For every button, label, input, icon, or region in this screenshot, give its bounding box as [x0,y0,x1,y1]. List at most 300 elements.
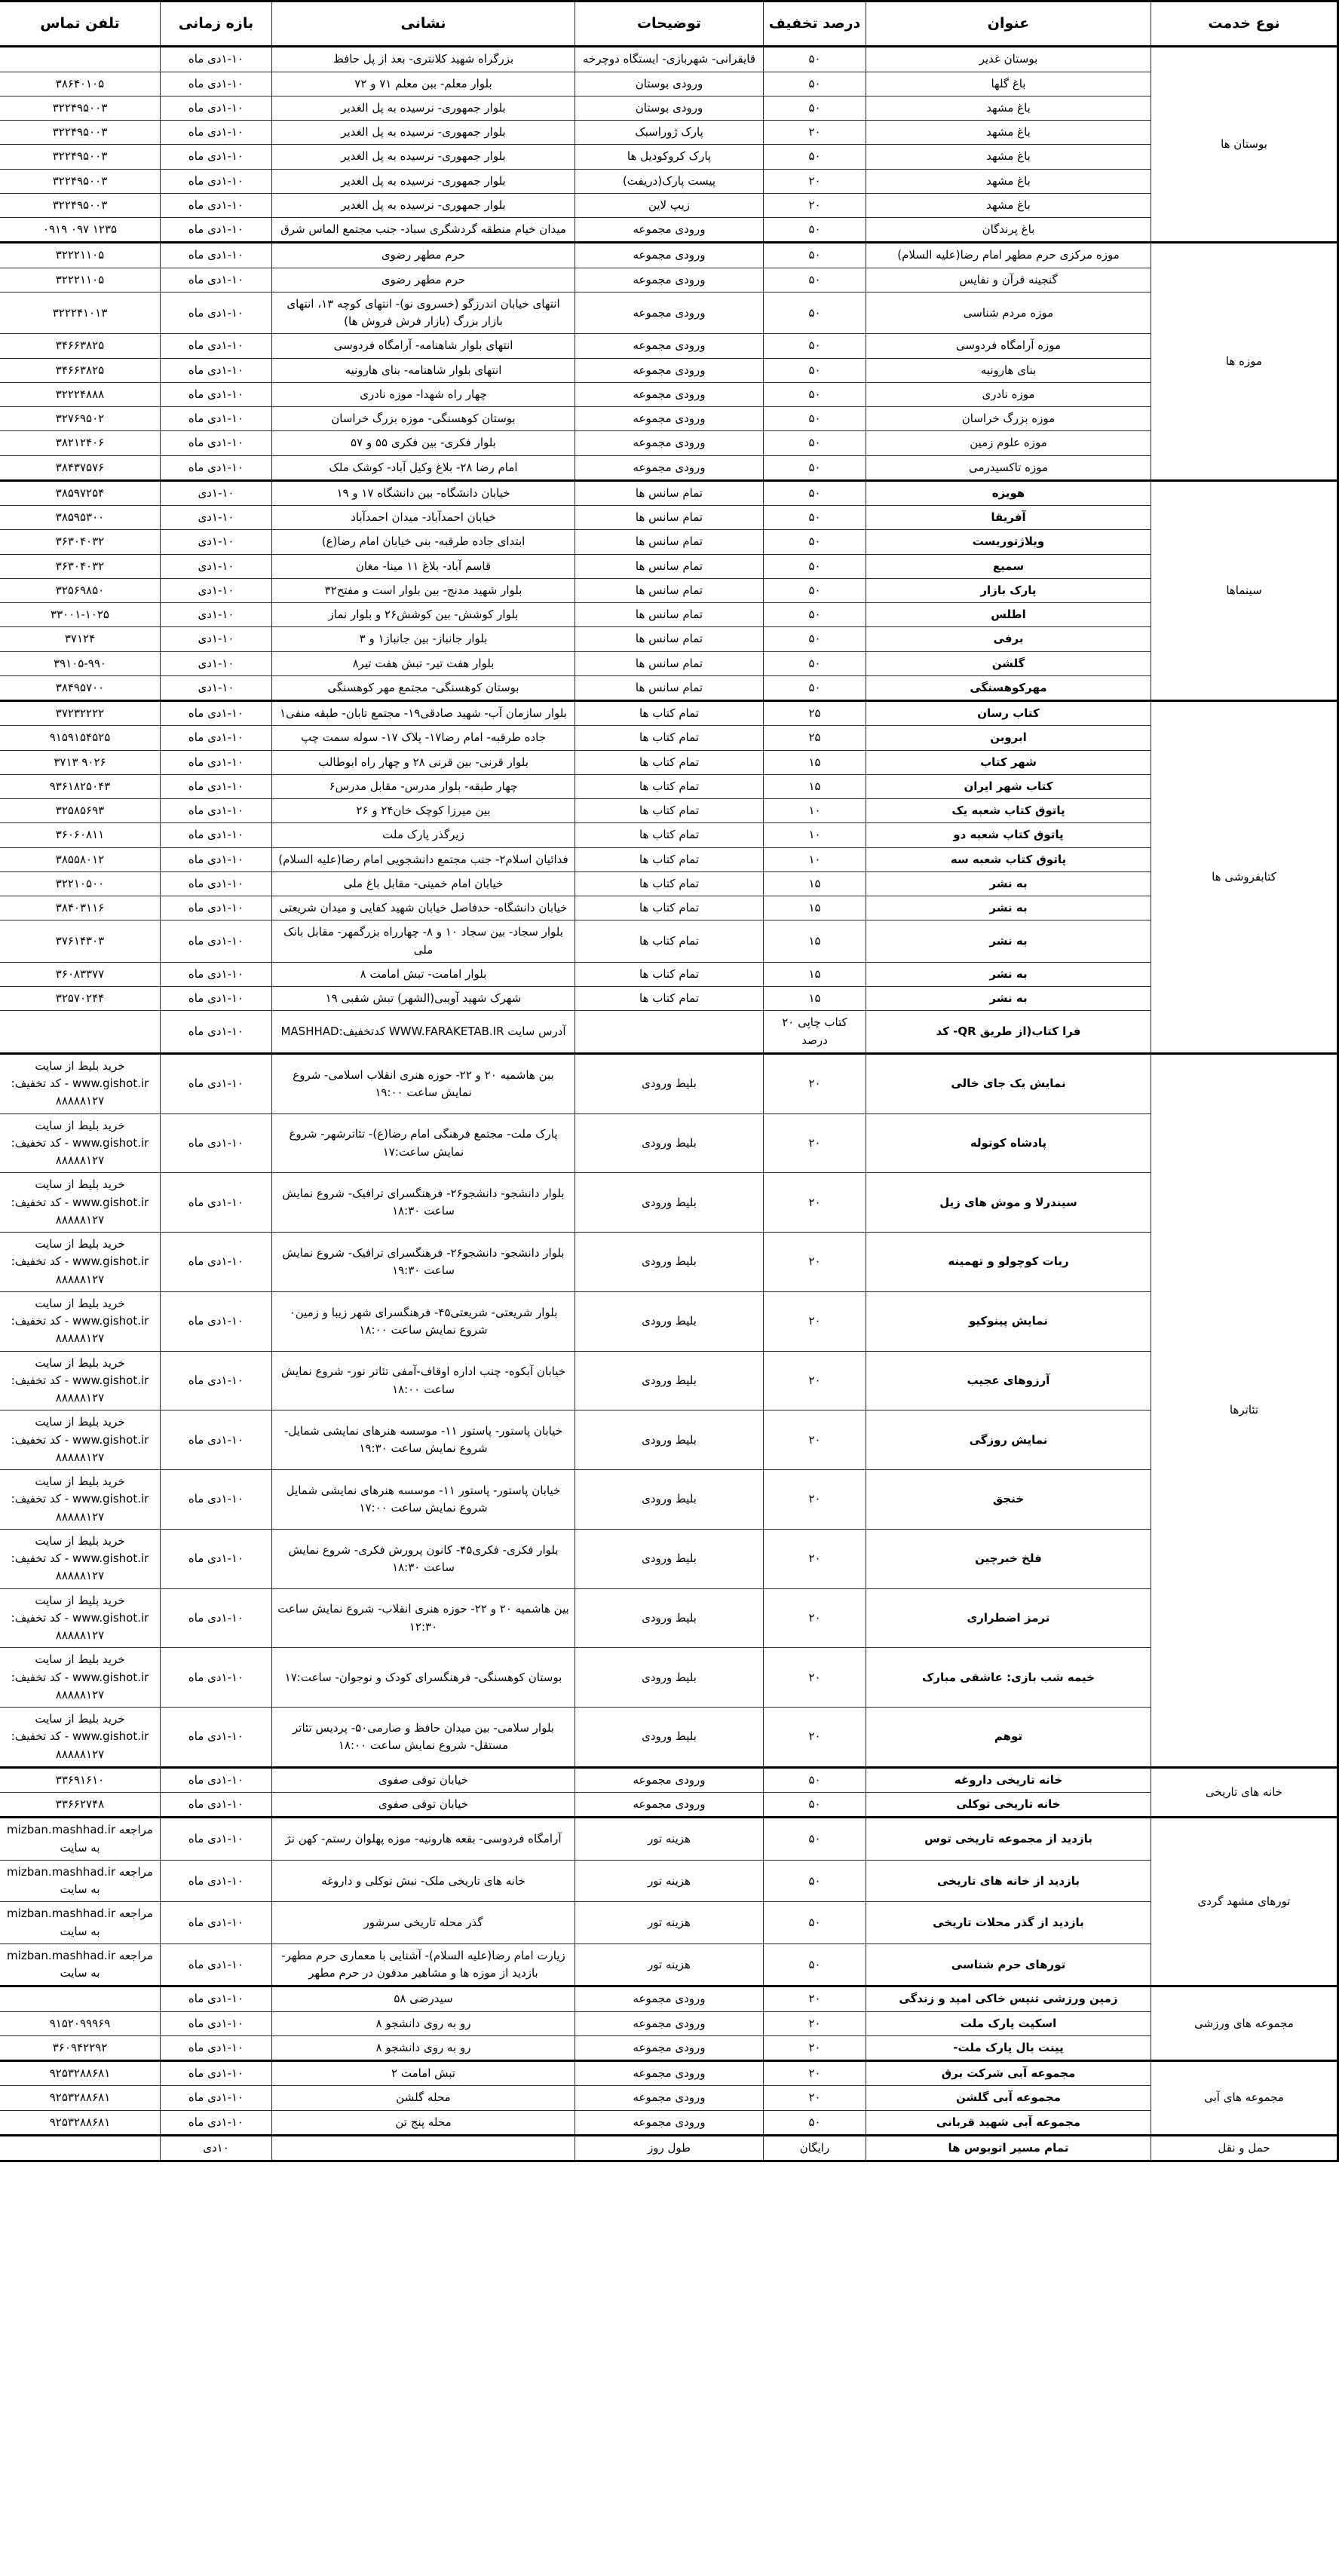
row-description-cell: بلیط ورودی [575,1291,764,1351]
row-discount-cell: ۵۰ [764,382,866,406]
row-period-cell: ۱-۱۰دی ماه [161,47,272,72]
table-row [0,987,1338,1011]
row-discount-cell: کتاب چاپی ۲۰ درصد [764,1011,866,1054]
row-phone-cell: mizban.mashhad.ir مراجعه به سایت [0,1860,161,1902]
row-period-cell: ۱-۱۰دی ماه [161,1351,272,1411]
row-discount-cell: ۵۰ [764,627,866,651]
table-row [0,2086,1338,2110]
service-category-cell: خانه های تاریخی [1151,1767,1338,1818]
row-address-cell: بلوار جمهوری- نرسیده به پل الغدیر [272,121,575,145]
table-row [0,1860,1338,1902]
row-title-cell: فرا کتاب(از طریق QR- کد [866,1011,1151,1054]
row-address-cell: رو به روی دانشجو ۸ [272,2035,575,2060]
row-discount-cell: ۲۰ [764,2086,866,2110]
row-address-cell: بلوار امامت- تبش امامت ۸ [272,962,575,986]
row-discount-cell: ۱۵ [764,896,866,920]
row-address-cell: خیابان دانشگاه- بین دانشگاه ۱۷ و ۱۹ [272,480,575,505]
row-period-cell: ۱-۱۰دی ماه [161,358,272,382]
table-row [0,603,1338,627]
row-description-cell: تمام کتاب ها [575,774,764,798]
row-description-cell: ورودی مجموعه [575,2035,764,2060]
table-row [0,431,1338,455]
table-row [0,169,1338,193]
service-category-cell: مجموعه های ورزشی [1151,1986,1338,2061]
row-address-cell: بین هاشمیه ۲۰ و ۲۲- حوزه هنری انقلاب- شروع نمایش ساعت ۱۲:۳۰ [272,1588,575,1648]
row-phone-cell: خرید بلیط از سایت www.gishot.ir - کد تخفیف: ۸۸۸۸۸۱۲۷ [0,1708,161,1768]
row-phone-cell: خرید بلیط از سایت www.gishot.ir - کد تخفیف: ۸۸۸۸۸۱۲۷ [0,1233,161,1292]
row-phone-cell: ۳۲۲۴۹۵۰۰۳ [0,121,161,145]
row-description-cell: تمام کتاب ها [575,823,764,847]
row-phone-cell: ۳۲۵۶۹۸۵۰ [0,578,161,602]
row-address-cell: بلوار سجاد- بین سجاد ۱۰ و ۸- چهارراه بزرگمهر- مقابل بانک ملی [272,920,575,963]
row-discount-cell: ۵۰ [764,72,866,96]
row-description-cell: بلیط ورودی [575,1648,764,1708]
row-phone-cell: خرید بلیط از سایت www.gishot.ir - کد تخفیف: ۸۸۸۸۸۱۲۷ [0,1529,161,1588]
row-period-cell: ۱-۱۰دی [161,603,272,627]
row-title-cell: به نشر [866,920,1151,963]
row-phone-cell: mizban.mashhad.ir مراجعه به سایت [0,1943,161,1986]
row-discount-cell: ۵۰ [764,1860,866,1902]
row-description-cell: هزینه تور [575,1902,764,1944]
row-discount-cell: ۵۰ [764,1767,866,1792]
row-description-cell: تمام سانس ها [575,480,764,505]
row-description-cell: بلیط ورودی [575,1173,764,1233]
table-row [0,243,1338,268]
row-discount-cell: ۵۰ [764,292,866,334]
row-discount-cell: ۲۰ [764,1113,866,1173]
row-address-cell: خیابان توفی صفوی [272,1793,575,1818]
row-period-cell: ۱-۱۰دی ماه [161,896,272,920]
row-discount-cell: ۲۰ [764,121,866,145]
row-title-cell: بنای هارونیه [866,358,1151,382]
table-row [0,1986,1338,2011]
row-address-cell: بلوار جمهوری- نرسیده به پل الغدیر [272,169,575,193]
row-phone-cell: ۳۶۰۹۴۲۲۹۲ [0,2035,161,2060]
row-address-cell: بین میرزا کوچک خان۲۴ و ۲۶ [272,799,575,823]
row-phone-cell: ۳۲۲۲۴۸۸۸ [0,382,161,406]
row-address-cell: بلوار دانشجو- دانشجو۲۶- فرهنگسرای ترافیک- شروع نمایش ساعت ۱۹:۳۰ [272,1233,575,1292]
row-description-cell: تمام کتاب ها [575,726,764,750]
row-discount-cell: ۲۰ [764,193,866,217]
table-row [0,334,1338,358]
row-period-cell: ۱-۱۰دی [161,506,272,530]
row-description-cell: تمام کتاب ها [575,847,764,871]
row-phone-cell: ۳۲۲۲۱۱۰۵ [0,268,161,292]
row-discount-cell: ۲۰ [764,1986,866,2011]
row-title-cell: خیمه شب بازی: عاشقی مبارک [866,1648,1151,1708]
service-category-cell: حمل و نقل [1151,2135,1338,2161]
row-period-cell: ۱-۱۰دی ماه [161,1943,272,1986]
row-address-cell: بلوار دانشجو- دانشجو۲۶- فرهنگسرای ترافیک- شروع نمایش ساعت ۱۸:۳۰ [272,1173,575,1233]
row-period-cell: ۱-۱۰دی ماه [161,2086,272,2110]
row-phone-cell: ۳۹۱۰۵-۹۹۰ [0,651,161,675]
row-phone-cell: ۳۲۲۴۹۵۰۰۳ [0,145,161,169]
row-title-cell: زمین ورزشی تنیس خاکی امید و زندگی [866,1986,1151,2011]
row-description-cell: ورودی مجموعه [575,1986,764,2011]
row-phone-cell: ۳۲۲۱۰۵۰۰ [0,871,161,896]
row-discount-cell: ۵۰ [764,651,866,675]
row-description-cell: هزینه تور [575,1818,764,1861]
row-title-cell: موزه تاکسیدرمی [866,455,1151,480]
table-row [0,651,1338,675]
table-row [0,1011,1338,1054]
row-title-cell: تورهای حرم شناسی [866,1943,1151,1986]
row-discount-cell: ۲۰ [764,1588,866,1648]
row-address-cell: ابتدای جاده طرقبه- بنی خیابان امام رضا(ع) [272,530,575,554]
service-category-cell: بوستان ها [1151,47,1338,243]
row-description-cell: ورودی بوستان [575,96,764,120]
row-address-cell: زیرگذر پارک ملت [272,823,575,847]
row-description-cell: ورودی مجموعه [575,1767,764,1792]
service-category-cell: تورهای مشهد گردی [1151,1818,1338,1986]
row-title-cell: پارک بازار [866,578,1151,602]
row-phone-cell: ۹۲۵۳۲۸۸۶۸۱ [0,2086,161,2110]
row-description-cell: تمام کتاب ها [575,871,764,896]
table-row [0,774,1338,798]
row-title-cell: بازدید از مجموعه تاریخی توس [866,1818,1151,1861]
row-description-cell: تمام کتاب ها [575,987,764,1011]
row-discount-cell: ۱۵ [764,920,866,963]
row-period-cell: ۱-۱۰دی ماه [161,1708,272,1768]
row-address-cell: خیابان پاستور- پاستور ۱۱- موسسه هنرهای نمایشی شمایل- شروع نمایش ساعت ۱۹:۳۰ [272,1411,575,1470]
table-row [0,382,1338,406]
row-description-cell: ورودی مجموعه [575,382,764,406]
table-row [0,407,1338,431]
row-description-cell: بلیط ورودی [575,1470,764,1530]
row-phone-cell: ۳۶۰۸۳۳۷۷ [0,962,161,986]
row-address-cell: پارک ملت- مجتمع فرهنگی امام رضا(ع)- تئاترشهر- شروع نمایش ساعت:۱۷ [272,1113,575,1173]
table-row [0,726,1338,750]
row-discount-cell: ۵۰ [764,1902,866,1944]
table-row [0,750,1338,774]
row-title-cell: پاتوق کتاب شعبه یک [866,799,1151,823]
row-phone-cell: ۳۶۳۰۴۰۳۲ [0,530,161,554]
row-title-cell: موزه بزرگ خراسان [866,407,1151,431]
row-description-cell: بلیط ورودی [575,1708,764,1768]
row-description-cell: تمام کتاب ها [575,896,764,920]
table-row [0,962,1338,986]
row-period-cell: ۱-۱۰دی ماه [161,121,272,145]
row-address-cell: بوستان کوهسنگی- موزه بزرگ خراسان [272,407,575,431]
table-row [0,96,1338,120]
row-discount-cell: ۲۰ [764,1529,866,1588]
row-description-cell: ورودی مجموعه [575,2061,764,2086]
table-row [0,506,1338,530]
row-description-cell: بلیط ورودی [575,1411,764,1470]
row-address-cell: امام رضا ۲۸- بلاغ وکیل آباد- کوشک ملک [272,455,575,480]
row-address-cell: بوستان کوهسنگی- مجتمع مهر کوهسنگی [272,675,575,700]
row-description-cell: تمام کتاب ها [575,920,764,963]
row-period-cell: ۱-۱۰دی ماه [161,1411,272,1470]
row-description-cell: هزینه تور [575,1860,764,1902]
row-period-cell: ۱-۱۰دی ماه [161,407,272,431]
row-discount-cell: ۲۰ [764,2061,866,2086]
row-phone-cell: ۳۲۲۲۱۱۰۵ [0,243,161,268]
row-title-cell: خانه تاریخی توکلی [866,1793,1151,1818]
table-row [0,1291,1338,1351]
row-period-cell: ۱-۱۰دی ماه [161,431,272,455]
row-description-cell: قایقرانی- شهربازی- ایستگاه دوچرخه [575,47,764,72]
row-title-cell: باغ گلها [866,72,1151,96]
row-phone-cell: خرید بلیط از سایت www.gishot.ir - کد تخفیف: ۸۸۸۸۸۱۲۷ [0,1411,161,1470]
row-phone-cell: ۳۸۶۴۰۱۰۵ [0,72,161,96]
row-address-cell: ببن هاشمیه ۲۰ و ۲۲- حوزه هنری انقلاب اسلامی- شروع نمایش ساعت ۱۹:۰۰ [272,1053,575,1113]
row-title-cell: موزه نادری [866,382,1151,406]
column-header-period: بازه زمانی [161,2,272,47]
row-discount-cell: ۲۰ [764,1053,866,1113]
row-period-cell: ۱-۱۰دی ماه [161,292,272,334]
row-title-cell: پادشاه کوتوله [866,1113,1151,1173]
table-header-row [0,2,1338,47]
row-title-cell: کتاب شهر ایران [866,774,1151,798]
row-discount-cell: ۵۰ [764,1818,866,1861]
row-discount-cell: ۵۰ [764,145,866,169]
row-description-cell: ورودی مجموعه [575,2011,764,2035]
table-row [0,1767,1338,1792]
row-discount-cell: ۵۰ [764,243,866,268]
row-discount-cell: ۵۰ [764,96,866,120]
table-row [0,1648,1338,1708]
row-address-cell: زیارت امام رضا(علیه السلام)- آشنایی با معماری حرم مطهر- بازدید از موزه ها و مشاهیر مدفون در حرم مطهر [272,1943,575,1986]
row-address-cell: انتهای بلوار شاهنامه- آرامگاه فردوسی [272,334,575,358]
row-phone-cell: ۳۸۴۹۵۷۰۰ [0,675,161,700]
row-period-cell: ۱-۱۰دی ماه [161,799,272,823]
row-address-cell: خیابان آبکوه- چنب اداره اوقاف-آمفی تئاتر نور- شروع نمایش ساعت ۱۸:۰۰ [272,1351,575,1411]
row-discount-cell: ۱۵ [764,987,866,1011]
row-address-cell: محله گلشن [272,2086,575,2110]
column-header-phone: تلفن تماس [0,2,161,47]
row-title-cell: باغ مشهد [866,145,1151,169]
row-discount-cell: ۲۰ [764,2011,866,2035]
row-description-cell: تمام سانس ها [575,675,764,700]
row-title-cell: هویزه [866,480,1151,505]
row-phone-cell: ۳۳۰۰۱-۱۰۲۵ [0,603,161,627]
row-title-cell: پاتوق کتاب شعبه دو [866,823,1151,847]
row-description-cell: طول روز [575,2135,764,2161]
table-row [0,2035,1338,2060]
row-discount-cell: ۵۰ [764,218,866,243]
row-discount-cell: ۱۵ [764,750,866,774]
service-category-cell: سینماها [1151,480,1338,700]
row-address-cell: چهار طبقه- بلوار مدرس- مقابل مدرس۶ [272,774,575,798]
row-period-cell: ۱-۱۰دی ماه [161,920,272,963]
row-description-cell: بلیط ورودی [575,1113,764,1173]
row-discount-cell: ۵۰ [764,530,866,554]
row-period-cell: ۱-۱۰دی ماه [161,145,272,169]
row-description-cell: ورودی مجموعه [575,358,764,382]
row-period-cell: ۱-۱۰دی ماه [161,1588,272,1648]
row-title-cell: باغ مشهد [866,121,1151,145]
row-description-cell: ورودی مجموعه [575,243,764,268]
row-phone-cell: ۳۲۷۶۹۵۰۲ [0,407,161,431]
row-description-cell: تمام سانس ها [575,554,764,578]
row-phone-cell: ۳۲۲۴۹۵۰۰۳ [0,193,161,217]
row-address-cell: بلوار فکری- فکری۴۵- کانون پرورش فکری- شروع نمایش ساعت ۱۸:۳۰ [272,1529,575,1588]
row-period-cell: ۱-۱۰دی ماه [161,871,272,896]
table-row [0,268,1338,292]
row-title-cell: ویلاژتوریست [866,530,1151,554]
row-description-cell: تمام سانس ها [575,627,764,651]
row-period-cell: ۱۰دی [161,2135,272,2161]
row-description-cell: ورودی مجموعه [575,407,764,431]
row-address-cell: انتهای خیابان اندرزگو (خسروی نو)- انتهای کوچه ۱۳، انتهای بازار بزرگ (بازار فرش فروش ها) [272,292,575,334]
row-description-cell: هزینه تور [575,1943,764,1986]
row-address-cell: بلوار قرنی- بین قرنی ۲۸ و چهار راه ابوطالب [272,750,575,774]
row-description-cell: بلیط ورودی [575,1529,764,1588]
row-phone-cell: خرید بلیط از سایت www.gishot.ir - کد تخفیف: ۸۸۸۸۸۱۲۷ [0,1291,161,1351]
row-address-cell: بلوار جانباز- بین جانباز۱ و ۳ [272,627,575,651]
row-address-cell: بلوار جمهوری- نرسیده به پل الغدیر [272,96,575,120]
row-phone-cell: خرید بلیط از سایت www.gishot.ir - کد تخفیف: ۸۸۸۸۸۱۲۷ [0,1113,161,1173]
table-row [0,799,1338,823]
row-discount-cell: رایگان [764,2135,866,2161]
row-period-cell: ۱-۱۰دی ماه [161,1986,272,2011]
row-phone-cell [0,2135,161,2161]
row-title-cell: پینت بال پارک ملت- [866,2035,1151,2060]
table-row [0,455,1338,480]
row-description-cell: ورودی مجموعه [575,431,764,455]
row-description-cell: ورودی مجموعه [575,2086,764,2110]
row-address-cell: بلوار شریعتی- شریعتی۴۵- فرهنگسرای شهر زیبا و زمین۰ شروع نمایش ساعت ۱۸:۰۰ [272,1291,575,1351]
row-phone-cell: ۳۸۵۵۸۰۱۲ [0,847,161,871]
table-row [0,218,1338,243]
row-title-cell: توهم [866,1708,1151,1768]
table-row [0,1708,1338,1768]
row-description-cell: تمام کتاب ها [575,799,764,823]
service-category-cell: تئاترها [1151,1053,1338,1767]
row-phone-cell: خرید بلیط از سایت www.gishot.ir - کد تخفیف: ۸۸۸۸۸۱۲۷ [0,1588,161,1648]
row-period-cell: ۱-۱۰دی [161,675,272,700]
row-period-cell: ۱-۱۰دی ماه [161,750,272,774]
row-discount-cell: ۲۰ [764,1470,866,1530]
column-header-description: توضیحات [575,2,764,47]
row-phone-cell: ۳۲۵۸۵۶۹۳ [0,799,161,823]
row-title-cell: بوستان غدیر [866,47,1151,72]
row-period-cell: ۱-۱۰دی ماه [161,1818,272,1861]
row-description-cell: ورودی مجموعه [575,334,764,358]
row-description-cell: ورودی مجموعه [575,218,764,243]
row-discount-cell: ۵۰ [764,431,866,455]
row-title-cell: موزه مردم شناسی [866,292,1151,334]
row-title-cell: موزه آرامگاه فردوسی [866,334,1151,358]
table-row [0,675,1338,700]
row-period-cell: ۱-۱۰دی ماه [161,1173,272,1233]
table-row [0,72,1338,96]
row-address-cell: آرامگاه فردوسی- بقعه هارونیه- موزه پهلوان رستم- کهن نژ [272,1818,575,1861]
row-title-cell: مجموعه آبی شرکت برق [866,2061,1151,2086]
row-discount-cell: ۵۰ [764,603,866,627]
row-address-cell: فدائیان اسلام۲- جنب مجتمع دانشجویی امام رضا(علیه السلام) [272,847,575,871]
row-period-cell: ۱-۱۰دی ماه [161,218,272,243]
row-title-cell: نمایش روزگی [866,1411,1151,1470]
table-row [0,2061,1338,2086]
row-discount-cell: ۵۰ [764,407,866,431]
row-title-cell: بازدید از خانه های تاریخی [866,1860,1151,1902]
row-period-cell: ۱-۱۰دی ماه [161,1529,272,1588]
table-row [0,1818,1338,1861]
row-title-cell: مهرکوهسنگی [866,675,1151,700]
row-discount-cell: ۵۰ [764,47,866,72]
row-title-cell: اسکیت پارک ملت [866,2011,1151,2035]
row-title-cell: گلشن [866,651,1151,675]
row-address-cell: خیابان امام خمینی- مقابل باغ ملی [272,871,575,896]
table-row [0,920,1338,963]
service-category-cell: مجموعه های آبی [1151,2061,1338,2136]
row-phone-cell: ۰۹۱۹ ۰۹۷ ۱۲۳۵ [0,218,161,243]
row-phone-cell: ۳۲۲۲۴۱۰۱۳ [0,292,161,334]
row-period-cell: ۱-۱۰دی ماه [161,823,272,847]
row-discount-cell: ۲۰ [764,1173,866,1233]
row-address-cell: بلوار معلم- ببن معلم ۷۱ و ۷۲ [272,72,575,96]
row-title-cell: ابروبن [866,726,1151,750]
row-period-cell: ۱-۱۰دی ماه [161,2035,272,2060]
row-phone-cell: ۳۶۰۶۰۸۱۱ [0,823,161,847]
row-phone-cell: ۹۲۵۳۲۸۸۶۸۱ [0,2110,161,2135]
table-row [0,1470,1338,1530]
row-description-cell [575,1011,764,1054]
row-phone-cell: ۳۷۱۳ ۹۰۲۶ [0,750,161,774]
row-description-cell: تمام کتاب ها [575,750,764,774]
table-row [0,1793,1338,1818]
row-period-cell: ۱-۱۰دی ماه [161,987,272,1011]
column-header-title: عنوان [866,2,1151,47]
row-address-cell: بلوار سازمان آب- شهید صادقی۱۹- مجتمع تابان- طبقه منفی۱ [272,701,575,726]
row-discount-cell: ۵۰ [764,2110,866,2135]
row-address-cell: شهرک شهید آویبی(الشهر) تبش شقبی ۱۹ [272,987,575,1011]
row-discount-cell: ۵۰ [764,455,866,480]
row-discount-cell: ۲۰ [764,1411,866,1470]
table-row [0,701,1338,726]
row-address-cell: بلوار فکری- بین فکری ۵۵ و ۵۷ [272,431,575,455]
row-period-cell: ۱-۱۰دی ماه [161,1648,272,1708]
table-row [0,823,1338,847]
row-period-cell: ۱-۱۰دی [161,530,272,554]
row-phone-cell [0,1986,161,2011]
row-description-cell: زیپ لاین [575,193,764,217]
row-period-cell: ۱-۱۰دی ماه [161,701,272,726]
row-title-cell: مجموعه آبی شهید قربانی [866,2110,1151,2135]
row-discount-cell: ۲۰ [764,169,866,193]
row-period-cell: ۱-۱۰دی ماه [161,169,272,193]
row-address-cell: بوستان کوهسنگی- فرهنگسرای کودک و نوجوان- ساعت:۱۷ [272,1648,575,1708]
row-phone-cell: ۳۲۵۷۰۲۴۴ [0,987,161,1011]
row-title-cell: موزه مرکزی حرم مطهر امام رضا(علیه السلام) [866,243,1151,268]
row-period-cell: ۱-۱۰دی [161,480,272,505]
row-description-cell: تمام سانس ها [575,651,764,675]
row-discount-cell: ۲۵ [764,726,866,750]
row-discount-cell: ۵۰ [764,480,866,505]
row-address-cell: بلوار جمهوری- نرسیده به پل الغدیر [272,145,575,169]
row-phone-cell: ۳۳۶۶۲۷۴۸ [0,1793,161,1818]
table-row [0,2110,1338,2135]
row-phone-cell: خرید بلیط از سایت www.gishot.ir - کد تخفیف: ۸۸۸۸۸۱۲۷ [0,1470,161,1530]
row-period-cell: ۱-۱۰دی ماه [161,1053,272,1113]
row-title-cell: سمیع [866,554,1151,578]
row-discount-cell: ۱۰ [764,823,866,847]
row-period-cell: ۱-۱۰دی ماه [161,1011,272,1054]
row-title-cell: نمایش پینوکیو [866,1291,1151,1351]
row-description-cell: تمام کتاب ها [575,701,764,726]
row-period-cell: ۱-۱۰دی ماه [161,268,272,292]
row-title-cell: پاتوق کتاب شعبه سه [866,847,1151,871]
row-description-cell: تمام سانس ها [575,506,764,530]
row-period-cell: ۱-۱۰دی ماه [161,96,272,120]
row-discount-cell: ۱۵ [764,962,866,986]
row-phone-cell: خرید بلیط از سایت www.gishot.ir - کد تخفیف: ۸۸۸۸۸۱۲۷ [0,1648,161,1708]
row-discount-cell: ۵۰ [764,1793,866,1818]
row-phone-cell [0,47,161,72]
row-address-cell: آدرس سایت WWW.FARAKETAB.IR کدتخفیف:MASHHAD [272,1011,575,1054]
